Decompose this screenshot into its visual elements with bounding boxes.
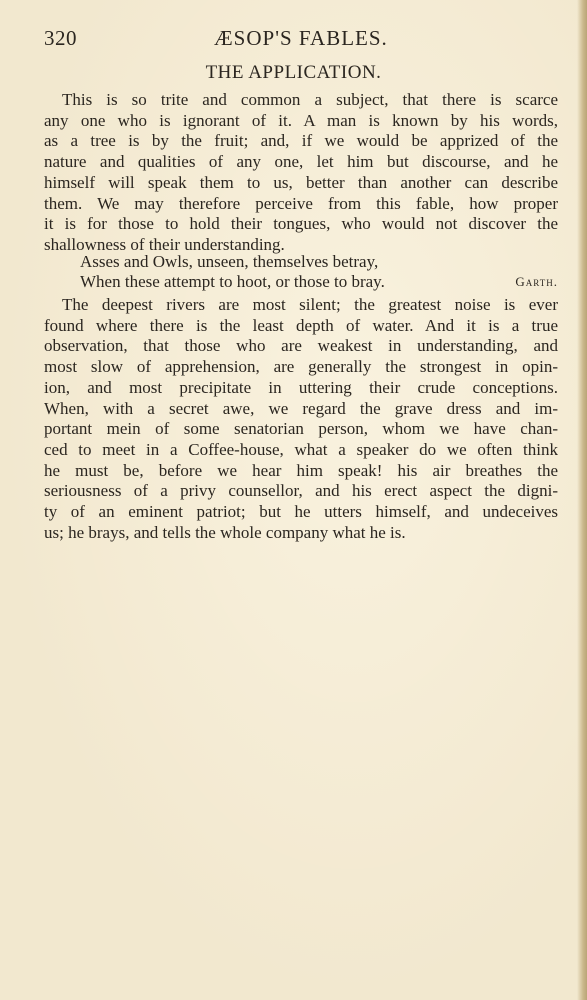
text-line: he must be, before we hear him speak! his air breathes the — [44, 460, 558, 480]
text-line: shallowness of their understanding. — [44, 234, 285, 254]
text-line: When, with a secret awe, we regard the grave dress and im- — [44, 398, 558, 418]
application-paragraph-2 — [44, 295, 558, 543]
text-line: This is so trite and common a subject, that there is scarce — [62, 90, 558, 109]
text-line: ion, and most precipitate in uttering their crude conceptions. — [44, 377, 558, 397]
page-edge-shadow — [577, 0, 587, 1000]
text-line: it is for those to hold their tongues, who would not discover the — [44, 214, 558, 234]
page-number: 320 — [44, 26, 77, 50]
text-line: most slow of apprehension, are generally the strongest in opin- — [44, 357, 558, 377]
text-line: us; he brays, and tells the whole company what he is. — [44, 522, 406, 542]
text-line: found where there is the least depth of water. And it is a true — [44, 315, 558, 335]
running-head: ÆSOP'S FABLES. — [214, 26, 388, 50]
section-title: THE APPLICATION. — [205, 62, 382, 83]
verse-line-1 — [80, 252, 558, 273]
page-header — [44, 26, 544, 52]
verse-text: Asses and Owls, unseen, themselves betray, — [80, 252, 379, 271]
text-line: portant mein of some senatorian person, whom we have chan- — [44, 419, 558, 439]
text-line: them. We may therefore perceive from this fable, how proper — [44, 193, 558, 213]
text-line: observation, that those who are weakest in understanding, and — [44, 336, 558, 356]
verse-attribution: Garth. — [515, 274, 558, 289]
text-line: himself will speak them to us, better than another can describe — [44, 172, 558, 192]
verse-line-2 — [80, 272, 558, 293]
text-line: seriousness of a privy counsellor, and his erect aspect the digni- — [44, 481, 558, 501]
verse-text: When these attempt to hoot, or those to bray. — [80, 272, 385, 291]
application-paragraph-1 — [44, 90, 558, 256]
text-line: ty of an eminent patriot; but he utters himself, and undeceives — [44, 502, 558, 522]
text-line: ced to meet in a Coffee-house, what a speaker do we often think — [44, 439, 558, 459]
text-line: The deepest rivers are most silent; the greatest noise is ever — [62, 295, 558, 314]
text-line: as a tree is by the fruit; and, if we would be apprized of the — [44, 131, 558, 151]
text-line: any one who is ignorant of it. A man is known by his words, — [44, 110, 558, 130]
text-line: nature and qualities of any one, let him but discourse, and he — [44, 152, 558, 172]
